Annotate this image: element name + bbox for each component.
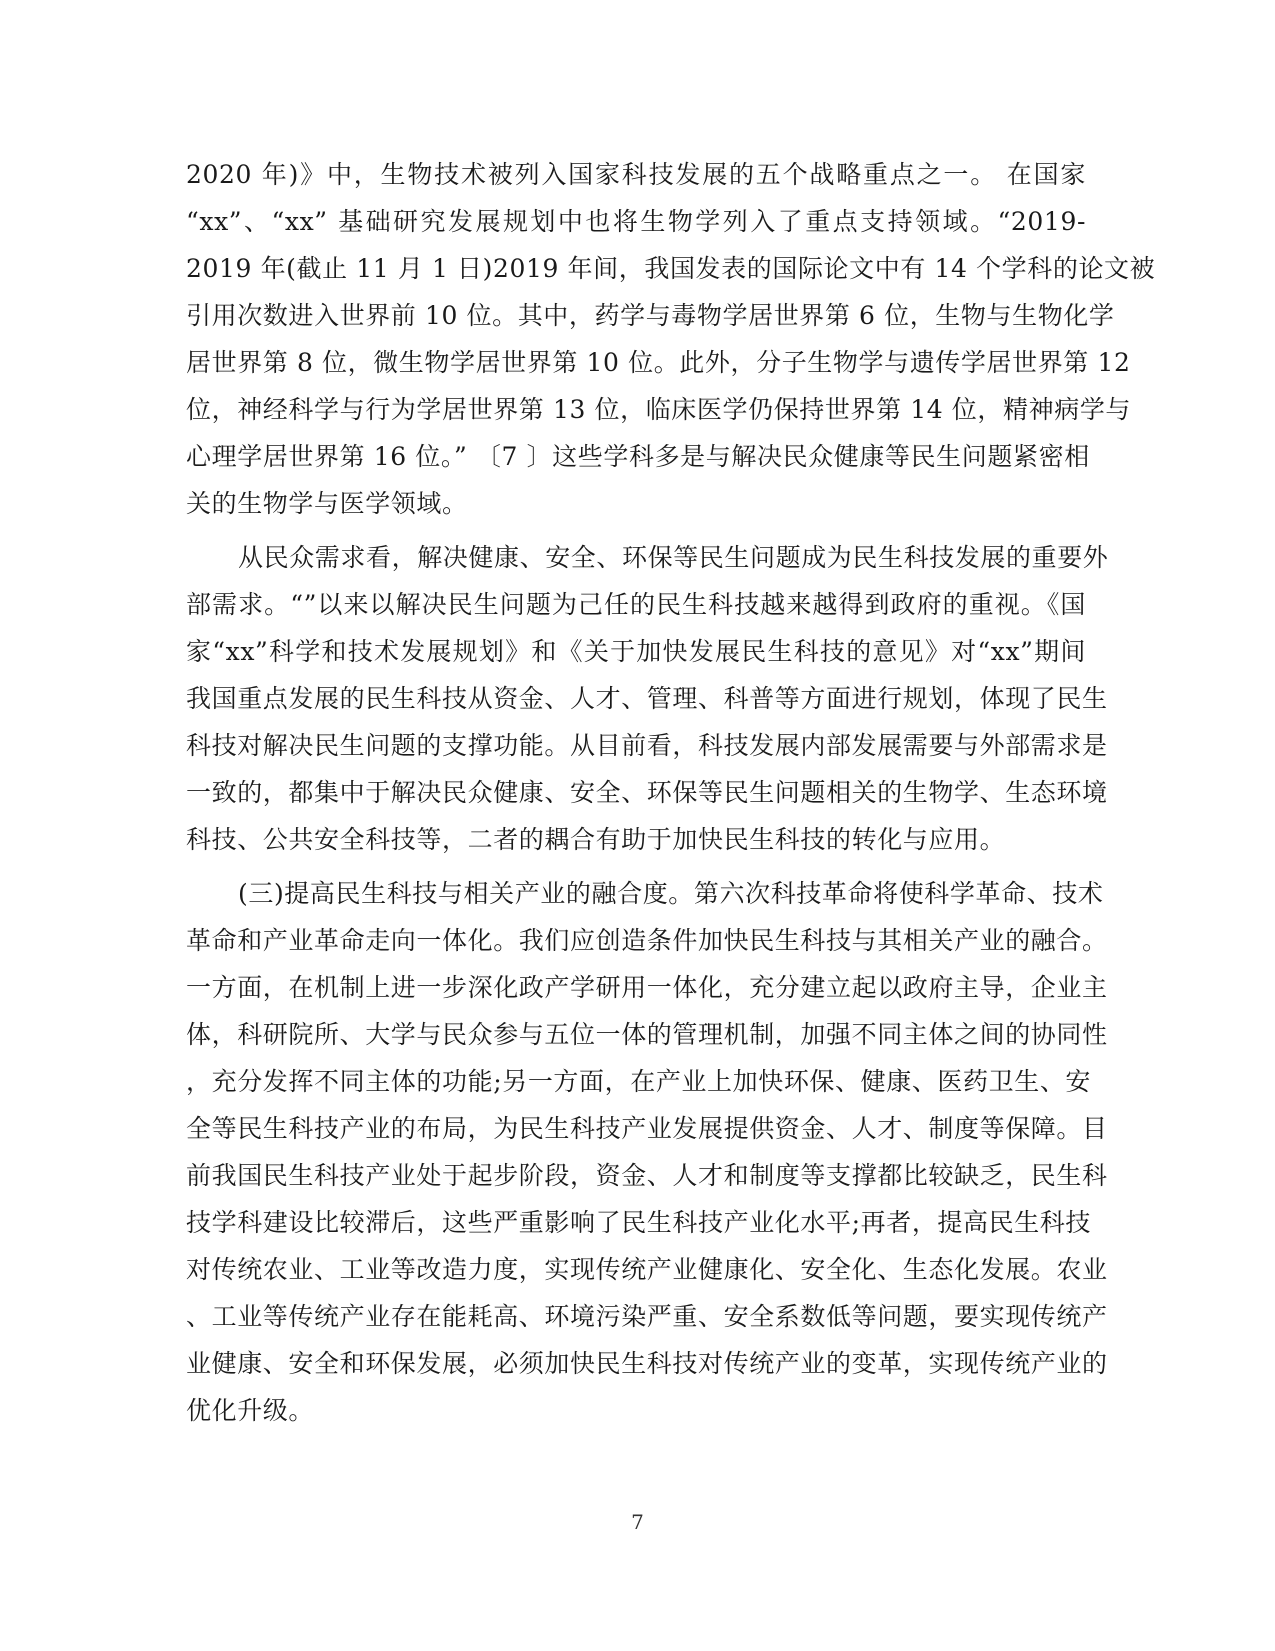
text-line: 技学科建设比较滞后，这些严重影响了民生科技产业化水平;再者，提高民生科技	[186, 1208, 1092, 1237]
text-line: 我国重点发展的民生科技从资金、人才、管理、科普等方面进行规划，体现了民生	[186, 684, 1108, 713]
text-line: 心理学居世界第 16 位。” 〔7 〕这些学科多是与解决民众健康等民生问题紧密相	[186, 442, 1090, 471]
text-line: 优化升级。	[186, 1396, 315, 1425]
text-line: 一方面，在机制上进一步深化政产学研用一体化，充分建立起以政府主导，企业主	[186, 973, 1108, 1002]
text-line: 、工业等传统产业存在能耗高、环境污染严重、安全系数低等问题，要实现传统产	[186, 1302, 1108, 1331]
text-line: 居世界第 8 位，微生物学居世界第 10 位。此外，分子生物学与遗传学居世界第 12	[186, 348, 1131, 377]
text-line: 一致的，都集中于解决民众健康、安全、环保等民生问题相关的生物学、生态环境	[186, 778, 1108, 807]
text-line: 2020 年)》中，生物技术被列入国家科技发展的五个战略重点之一。 在国家	[186, 160, 1086, 189]
paragraph-first-line: (三)提高民生科技与相关产业的融合度。第六次科技革命将使科学革命、技术	[238, 879, 1104, 908]
page-number: 7	[631, 1510, 644, 1534]
text-line: 前我国民生科技产业处于起步阶段，资金、人才和制度等支撑都比较缺乏，民生科	[186, 1161, 1108, 1190]
text-line: 家“xx”科学和技术发展规划》和《关于加快发展民生科技的意见》对“xx”期间	[186, 637, 1086, 666]
text-line: 引用次数进入世界前 10 位。其中，药学与毒物学居世界第 6 位，生物与生物化学	[186, 301, 1115, 330]
text-line: 业健康、安全和环保发展，必须加快民生科技对传统产业的变革，实现传统产业的	[186, 1349, 1108, 1378]
text-line: 部需求。“”以来以解决民生问题为己任的民生科技越来越得到政府的重视。《国	[186, 590, 1086, 619]
text-line: 2019 年(截止 11 月 1 日)2019 年间，我国发表的国际论文中有 14 个学科的论文被	[186, 254, 1156, 283]
text-line: 科技、公共安全科技等，二者的耦合有助于加快民生科技的转化与应用。	[186, 825, 1006, 854]
text-line: 体，科研院所、大学与民众参与五位一体的管理机制，加强不同主体之间的协同性	[186, 1020, 1108, 1049]
text-line: 位，神经科学与行为学居世界第 13 位，临床医学仍保持世界第 14 位，精神病学与	[186, 395, 1132, 424]
text-line: 全等民生科技产业的布局，为民生科技产业发展提供资金、人才、制度等保障。目	[186, 1114, 1108, 1143]
text-line: ，充分发挥不同主体的功能;另一方面，在产业上加快环保、健康、医药卫生、安	[186, 1067, 1092, 1096]
text-line: 对传统农业、工业等改造力度，实现传统产业健康化、安全化、生态化发展。农业	[186, 1255, 1108, 1284]
paragraph-first-line: 从民众需求看，解决健康、安全、环保等民生问题成为民生科技发展的重要外	[238, 543, 1109, 572]
text-line: 科技对解决民生问题的支撑功能。从目前看，科技发展内部发展需要与外部需求是	[186, 731, 1108, 760]
text-line: “xx”、“xx” 基础研究发展规划中也将生物学列入了重点支持领域。“2019-	[186, 207, 1086, 236]
text-line: 关的生物学与医学领域。	[186, 489, 468, 518]
text-line: 革命和产业革命走向一体化。我们应创造条件加快民生科技与其相关产业的融合。	[186, 926, 1108, 955]
